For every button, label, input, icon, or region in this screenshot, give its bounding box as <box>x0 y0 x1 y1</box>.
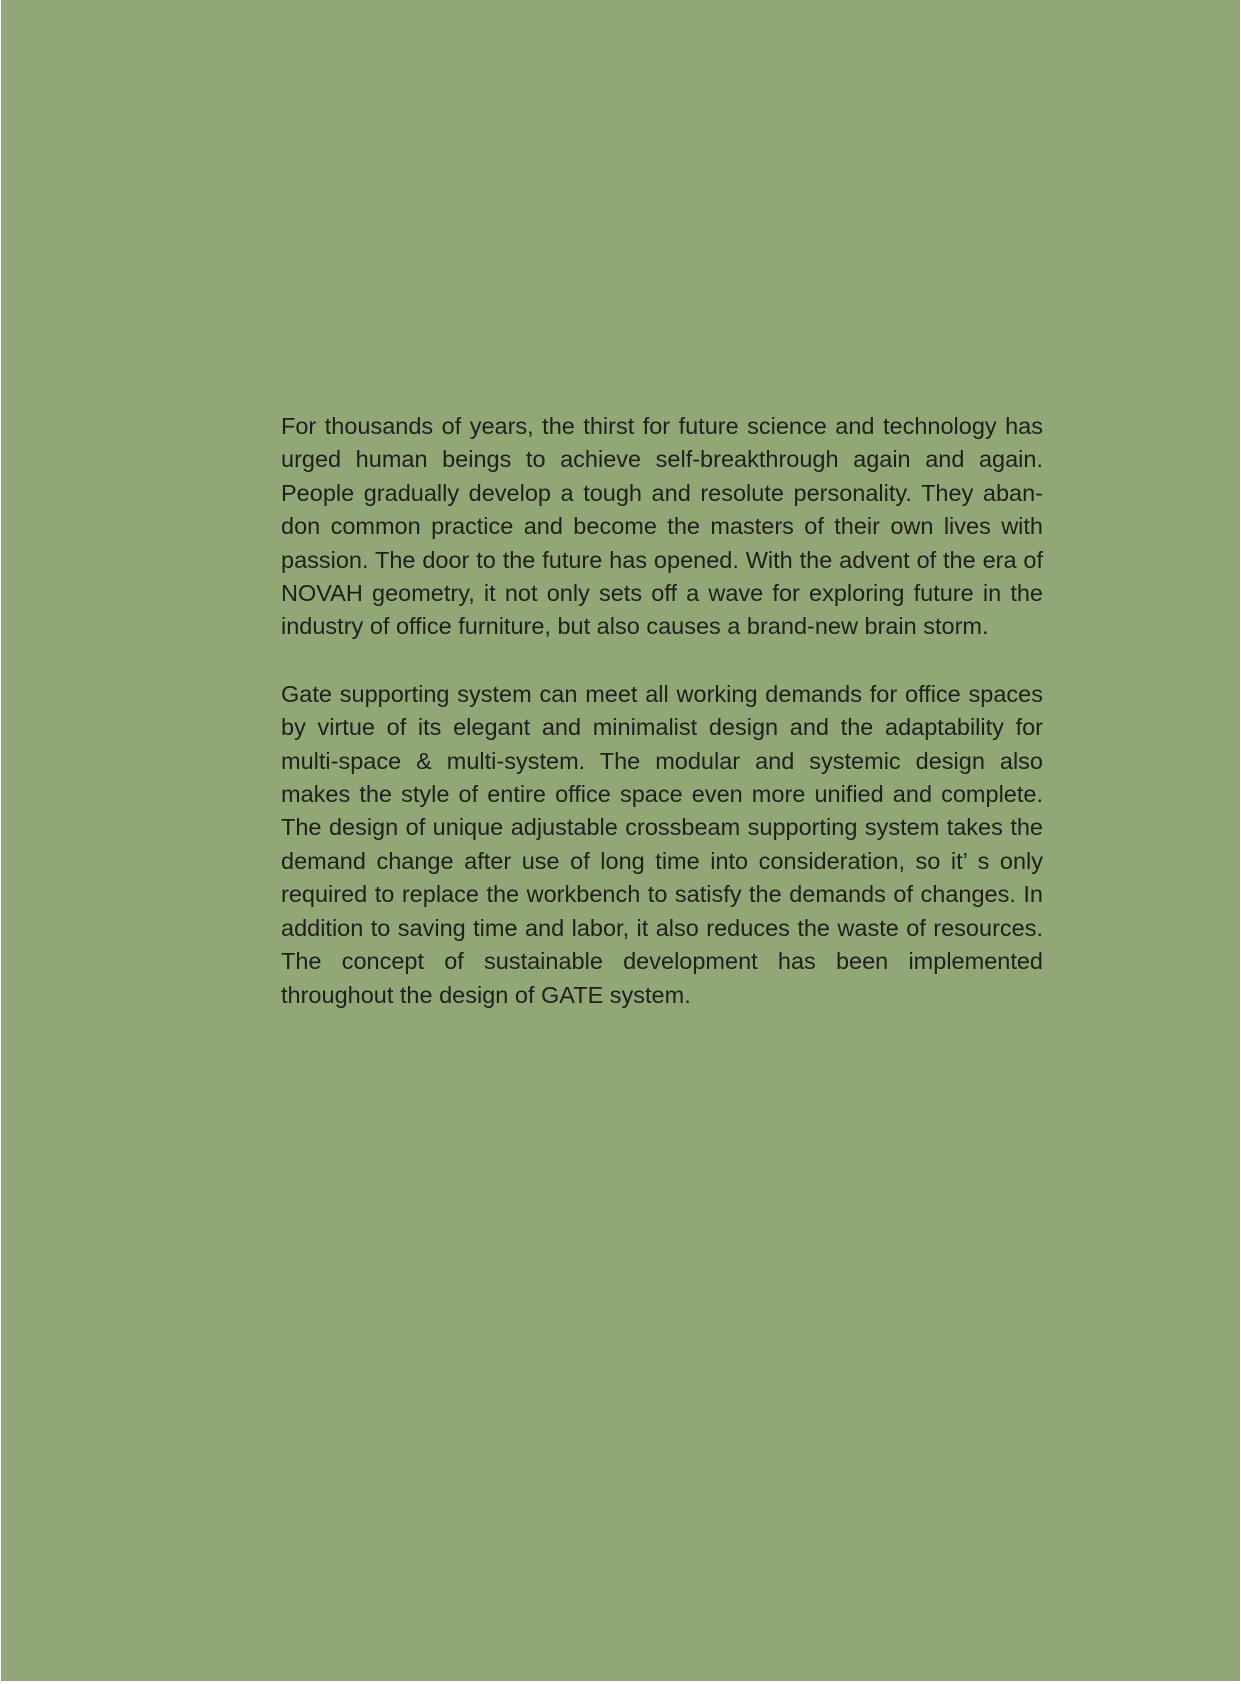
document-page <box>1 0 1240 1681</box>
body-text <box>281 410 1043 1012</box>
paragraph-novah-intro: For thousands of years, the thirst for future science and technology has urged human beings to achieve self-breakthrough again and again. People gradually develop a tough and resolute personality. They abandon common practice and become the masters of their own lives with passion. The door to the future has opened. With the advent of the era of NOVAH geometry, it not only sets off a wave for exploring future in the industry of office furniture, but also causes a brand-new brain storm. <box>281 413 1043 640</box>
paragraph-gate-system: Gate supporting system can meet all working demands for office spaces by virtue of its elegant and minimalist design and the adaptability for multi-space & multi-system. The modular and systemic design also makes the style of entire office space even more unified and complete. The design of unique adjustable crossbeam supporting system takes the demand change after use of long time into consideration, so it’ s only required to replace the workbench to satisfy the demands of changes. In addition to saving time and labor, it also reduces the waste of resources. The concept of sustainable development has been implemented throughout the design of GATE system. <box>281 680 1043 1008</box>
